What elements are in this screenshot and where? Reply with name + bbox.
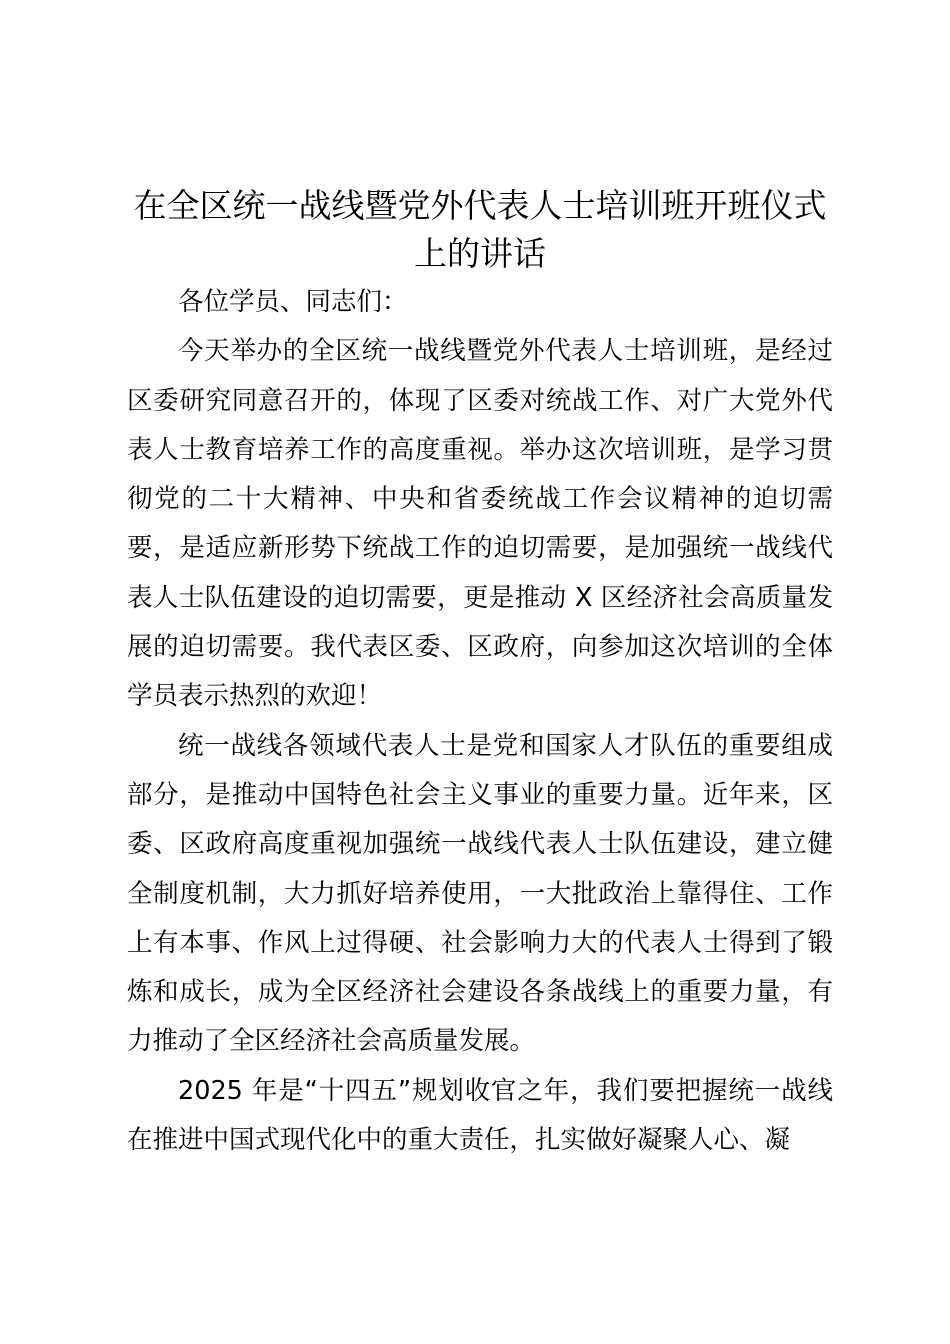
paragraph-2: 统一战线各领域代表人士是党和国家人才队伍的重要组成部分，是推动中国特色社会主义事业的重要力量。近年来，区委、区政府高度重视加强统一战线代表人士队伍建设，建立健全制度机制，大力抓好培养使用，一大批政治上靠得住、工作上有本事、作风上过得硬、社会影响力大的代表人士得到了锻炼和成长，成为全区经济社会建设各条战线上的重要力量，有力推动了全区经济社会高质量发展。 [127,730,833,1057]
paragraph-1: 今天举办的全区统一战线暨党外代表人士培训班，是经过区委研究同意召开的，体现了区委对统战工作、对广大党外代表人士教育培养工作的高度重视。举办这次培训班，是学习贯彻党的二十大精神、中央和省委统战工作会议精神的迫切需要，是适应新形势下统战工作的迫切需要，是加强统一战线代表人士队伍建设的迫切需要，更是推动 X 区经济社会高质量发展的迫切需要。我代表区委、区政府，向参加这次培训的全体学员表示热烈的欢迎！ [127,336,833,712]
document-title: 在全区统一战线暨党外代表人士培训班开班仪式上的讲话 [133,186,827,273]
salutation: 各位学员、同志们： [178,287,408,317]
paragraph-3: 2025 年是“十四五”规划收官之年，我们要把握统一战线在推进中国式现代化中的重大责任，扎实做好凝聚人心、凝 [127,1075,833,1156]
document-body [127,182,833,1165]
